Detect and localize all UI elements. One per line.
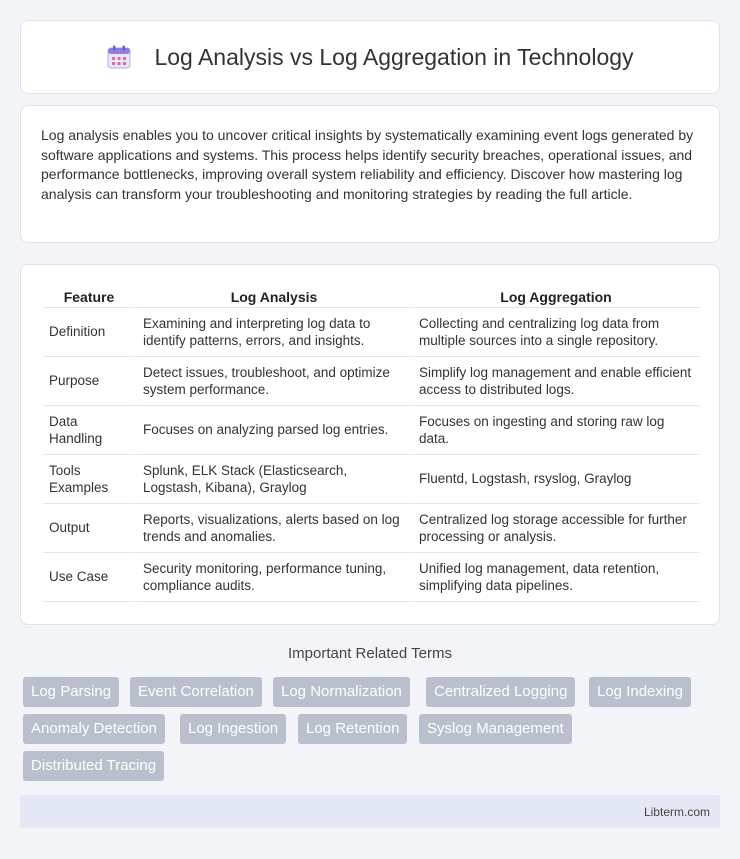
column-header-feature: Feature [43,286,135,308]
feature-cell: Tools Examples [43,455,135,504]
title-card [20,20,720,94]
footer-site-link[interactable]: Libterm.com [643,805,710,819]
tag-event-correlation[interactable]: Event Correlation [130,677,262,707]
feature-cell: Use Case [43,553,135,602]
log-analysis-cell: Examining and interpreting log data to identify patterns, errors, and insights. [135,308,411,357]
tag-syslog-management[interactable]: Syslog Management [419,714,572,744]
table-row [43,504,699,553]
table-header-row [43,286,699,308]
table-row [43,406,699,455]
log-aggregation-cell: Collecting and centralizing log data from multiple sources into a single repository. [411,308,699,357]
log-aggregation-cell: Centralized log storage accessible for further processing or analysis. [411,504,699,553]
calendar-icon [106,44,132,70]
tag-anomaly-detection[interactable]: Anomaly Detection [23,714,165,744]
log-analysis-cell: Security monitoring, performance tuning, compliance audits. [135,553,411,602]
tag-log-retention[interactable]: Log Retention [298,714,407,744]
table-row [43,455,699,504]
log-aggregation-cell: Simplify log management and enable efficient access to distributed logs. [411,357,699,406]
log-analysis-cell: Splunk, ELK Stack (Elasticsearch, Logstash, Kibana), Graylog [135,455,411,504]
tag-log-ingestion[interactable]: Log Ingestion [180,714,286,744]
log-aggregation-cell: Focuses on ingesting and storing raw log data. [411,406,699,455]
feature-cell: Data Handling [43,406,135,455]
column-header-log-analysis: Log Analysis [135,286,411,308]
log-aggregation-cell: Unified log management, data retention, simplifying data pipelines. [411,553,699,602]
log-analysis-cell: Reports, visualizations, alerts based on log trends and anomalies. [135,504,411,553]
feature-cell: Output [43,504,135,553]
footer [20,795,720,828]
feature-cell: Purpose [43,357,135,406]
table-row [43,308,699,357]
log-aggregation-cell: Fluentd, Logstash, rsyslog, Graylog [411,455,699,504]
page-title: Log Analysis vs Log Aggregation in Technology [154,43,634,70]
column-header-log-aggregation: Log Aggregation [411,286,699,308]
comparison-table-card [20,264,720,625]
intro-card [20,105,720,243]
tag-distributed-tracing[interactable]: Distributed Tracing [23,751,164,781]
log-analysis-cell: Detect issues, troubleshoot, and optimize system performance. [135,357,411,406]
tag-log-indexing[interactable]: Log Indexing [589,677,691,707]
table-row [43,553,699,602]
related-terms-heading: Important Related Terms [288,645,452,662]
tag-log-parsing[interactable]: Log Parsing [23,677,119,707]
comparison-table [43,286,699,602]
table-row [43,357,699,406]
tag-log-normalization[interactable]: Log Normalization [273,677,410,707]
log-analysis-cell: Focuses on analyzing parsed log entries. [135,406,411,455]
feature-cell: Definition [43,308,135,357]
intro-paragraph: Log analysis enables you to uncover critical insights by systematically examining event logs generated by software applications and systems. This process helps identify security breaches, operational issues, and performance bottlenecks, improving overall system reliability and efficiency. Discover how mastering log analysis can transform your troubleshooting and monitoring strategies by reading the full article. [41,127,694,202]
tag-centralized-logging[interactable]: Centralized Logging [426,677,575,707]
